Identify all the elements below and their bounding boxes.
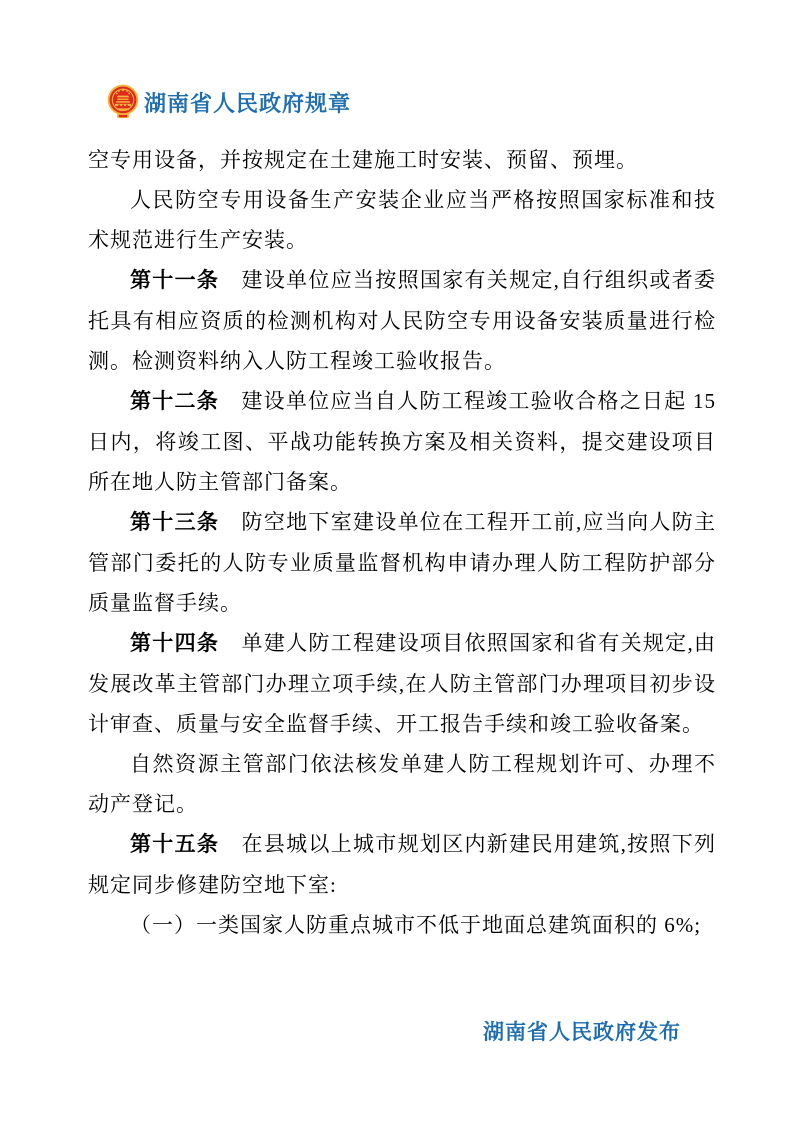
article-number: 第十一条 (130, 269, 220, 292)
article-paragraph: 第十二条 建设单位应当自人防工程竣工验收合格之日起 15 日内，将竣工图、平战功能转换方案及相关资料，提交建设项目所在地人防主管部门备案。 (88, 389, 717, 494)
article-number: 第十五条 (130, 833, 220, 856)
publisher-line: 湖南省人民政府发布 (483, 1021, 681, 1044)
document-header (106, 83, 351, 121)
paragraph: 人民防空专用设备生产安装企业应当严格按照国家标准和技术规范进行生产安装。 (88, 188, 716, 252)
article-paragraph: 第十一条 建设单位应当按照国家有关规定,自行组织或者委托具有相应资质的检测机构对人民防空专用设备安装质量进行检测。检测资料纳入人防工程竣工验收报告。 (88, 268, 717, 373)
article-paragraph: 第十四条 单建人防工程建设项目依照国家和省有关规定,由发展改革主管部门办理立项手续,在人防主管部门办理项目初步设计审查、质量与安全监督手续、开工报告手续和竣工验收备案。 (88, 631, 717, 736)
page-title: 湖南省人民政府规章 (144, 90, 352, 116)
article-paragraph: 第十五条 在县城以上城市规划区内新建民用建筑,按照下列规定同步修建防空地下室: (88, 832, 717, 897)
paragraph: （一）一类国家人防重点城市不低于地面总建筑面积的 6%; (130, 913, 702, 937)
article-number: 第十三条 (130, 511, 220, 534)
paragraph: 自然资源主管部门依法核发单建人防工程规划许可、办理不动产登记。 (88, 752, 716, 816)
document-body (88, 140, 716, 945)
article-paragraph: 第十三条 防空地下室建设单位在工程开工前,应当向人防主管部门委托的人防专业质量监督机构申请办理人防工程防护部分质量监督手续。 (88, 510, 717, 615)
national-emblem-icon (106, 83, 140, 121)
article-number: 第十四条 (130, 632, 220, 655)
article-number: 第十二条 (130, 390, 220, 413)
paragraph: 空专用设备，并按规定在土建施工时安装、预留、预埋。 (88, 148, 638, 172)
